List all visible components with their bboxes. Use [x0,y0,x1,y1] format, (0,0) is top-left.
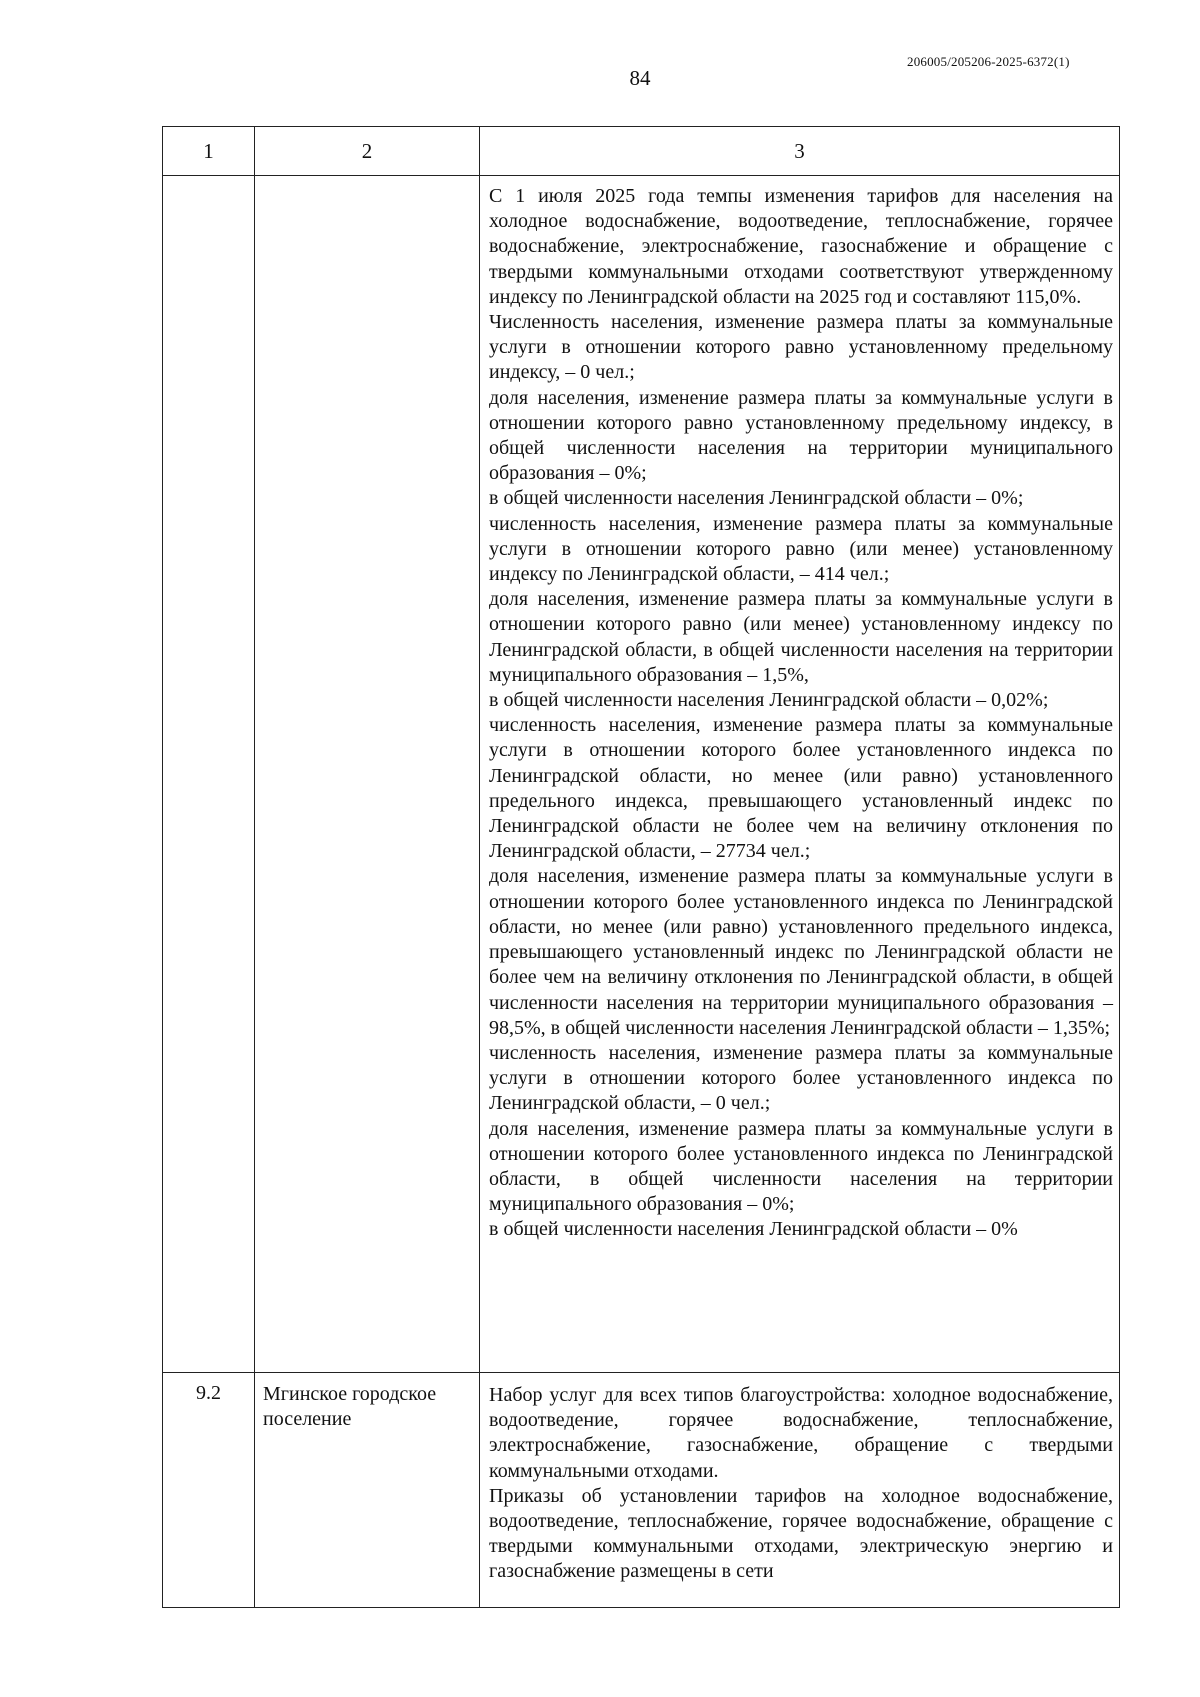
column-header-2: 2 [255,127,480,176]
paragraph: в общей численности населения Ленинградской области – 0,02%; [489,689,1049,712]
row-number-cell [163,176,255,1373]
paragraph: Набор услуг для всех типов благоустройства: холодное водоснабжение, водоотведение, горячее водоснабжение, теплоснабжение, электроснабжение, газоснабжение, обращение с твердыми коммунальными отходами. [489,1384,1113,1482]
paragraph: доля населения, изменение размера платы за коммунальные услуги в отношении которого более установленного индекса по Ленинградской области, но менее (или равно) установленного предельного индекса, превышающего установленный индекс по Ленинградской области не более чем на величину отклонения по Ленинградской области, в общей численности населения на территории муниципального образования – 98,5%, в общей численности населения Ленинградской области – 1,35%; [489,865,1113,1039]
paragraph: доля населения, изменение размера платы за коммунальные услуги в отношении которого равно (или менее) установленному индексу по Ленинградской области, в общей численности населения на территории муниципального образования – 1,5%, [489,588,1113,686]
paragraph: численность населения, изменение размера платы за коммунальные услуги в отношении которого более установленного индекса по Ленинградской области, но менее (или равно) установленного предельного индекса, превышающего установленный индекс по Ленинградской области не более чем на величину отклонения по Ленинградской области, – 27734 чел.; [489,714,1113,863]
paragraph: численность населения, изменение размера платы за коммунальные услуги в отношении которого равно (или менее) установленному индексу по Ленинградской области, – 414 чел.; [489,512,1113,586]
paragraph: С 1 июля 2025 года темпы изменения тарифов для населения на холодное водоснабжение, водоотведение, теплоснабжение, горячее водоснабжение, электроснабжение, газоснабжение и обращение с твердыми коммунальными отходами соответствуют утвержденному индексу по Ленинградской области на 2025 год и составляют 115,0%. [489,185,1113,308]
content-table [162,126,1120,1608]
row-name-cell: Мгинское городское поселение [255,1373,480,1608]
row-number-cell: 9.2 [163,1373,255,1608]
paragraph: доля населения, изменение размера платы за коммунальные услуги в отношении которого более установленного индекса по Ленинградской области, в общей численности населения на территории муниципального образования – 0%; [489,1117,1113,1216]
paragraph: Численность населения, изменение размера платы за коммунальные услуги в отношении которого равно установленному предельному индексу, – 0 чел.; [489,311,1113,384]
paragraph: доля населения, изменение размера платы за коммунальные услуги в отношении которого равно установленному предельному индексу, в общей численности населения на территории муниципального образования – 0%; [489,386,1113,485]
column-header-1: 1 [163,127,255,176]
document-id: 206005/205206-2025-6372(1) [907,54,1070,69]
page-number: 84 [629,66,651,90]
column-header-3: 3 [480,127,1120,176]
table-row [163,1373,1120,1608]
row-name-cell [255,176,480,1373]
table-row [163,176,1120,1373]
row-description-cell [480,1373,1120,1608]
paragraph: в общей численности населения Ленинградской области – 0%; [489,487,1024,510]
row-description-cell [480,176,1120,1373]
paragraph: Приказы об установлении тарифов на холодное водоснабжение, водоотведение, теплоснабжение, горячее водоснабжение, обращение с твердыми коммунальными отходами, электрическую энергию и газоснабжение размещены в сети [489,1484,1113,1583]
paragraph: численность населения, изменение размера платы за коммунальные услуги в отношении которого более установленного индекса по Ленинградской области, – 0 чел.; [489,1041,1113,1115]
table-header-row [163,127,1120,176]
paragraph: в общей численности населения Ленинградской области – 0% [489,1218,1018,1241]
